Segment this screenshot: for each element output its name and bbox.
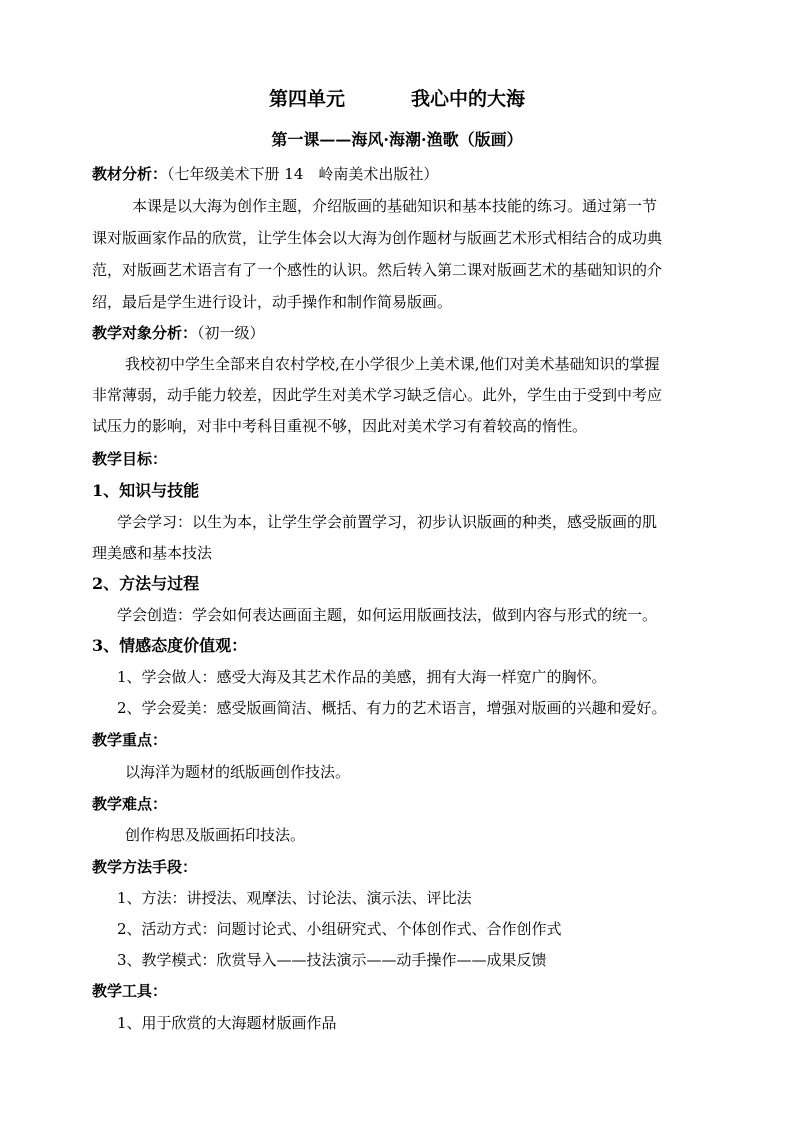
methods-item: 1、方法：讲授法、观摩法、讨论法、演示法、评比法 bbox=[117, 889, 472, 907]
student-paragraph-line: 试压力的影响，对非中考科目重视不够，因此对美术学习有着较高的惰性。 bbox=[92, 417, 588, 435]
tools-item: 1、用于欣赏的大海题材版画作品 bbox=[117, 1014, 337, 1032]
student-paragraph-line: 我校初中学生全部来自农村学校,在小学很少上美术课,他们对美术基础知识的掌握 bbox=[125, 355, 660, 373]
methods-item: 3、教学模式：欣赏导入——技法演示——动手操作——成果反馈 bbox=[117, 951, 547, 969]
student-analysis-heading bbox=[92, 323, 712, 343]
difficulty-text: 创作构思及版画拓印技法。 bbox=[125, 826, 306, 844]
objectives-label: 教学目标： bbox=[92, 450, 168, 468]
lesson-title: 第一课——海风·海潮·渔歌（版画） bbox=[271, 130, 523, 149]
material-paragraph-line: 绍，最后是学生进行设计，动手操作和制作简易版画。 bbox=[92, 293, 453, 311]
method-heading: 2、方法与过程 bbox=[92, 574, 200, 593]
key-point-label: 教学重点： bbox=[92, 731, 168, 749]
emotion-heading: 3、情感态度价值观： bbox=[92, 636, 248, 655]
unit-name: 我心中的大海 bbox=[411, 88, 526, 110]
student-analysis-label: 教学对象分析： bbox=[92, 324, 198, 342]
methods-label: 教学方法手段： bbox=[92, 858, 198, 876]
material-analysis-heading bbox=[92, 164, 712, 184]
student-paragraph-line: 非常薄弱，动手能力较差，因此学生对美术学习缺乏信心。此外，学生由于受到中考应 bbox=[92, 386, 663, 404]
material-paragraph-line: 本课是以大海为创作主题，介绍版画的基础知识和基本技能的练习。通过第一节 bbox=[132, 197, 658, 215]
tools-label: 教学工具： bbox=[92, 982, 168, 1000]
student-analysis-note: （初一级） bbox=[197, 324, 265, 342]
knowledge-line: 理美感和基本技法 bbox=[92, 544, 213, 562]
methods-item: 2、活动方式：问题讨论式、小组研究式、个体创作式、合作创作式 bbox=[117, 920, 562, 938]
material-paragraph-line: 课对版画家作品的欣赏，让学生体会以大海为创作题材与版画艺术形式相结合的成功典 bbox=[92, 229, 663, 247]
difficulty-label: 教学难点： bbox=[92, 795, 168, 813]
material-analysis-label: 教材分析： bbox=[92, 165, 168, 183]
key-point-text: 以海洋为题材的纸版画创作技法。 bbox=[125, 763, 351, 781]
knowledge-line: 学会学习：以生为本，让学生学会前置学习，初步认识版画的种类，感受版画的肌 bbox=[117, 513, 658, 531]
method-line: 学会创造：学会如何表达画面主题，如何运用版画技法，做到内容与形式的统一。 bbox=[117, 606, 658, 624]
material-analysis-note: （七年级美术下册 14 岭南美术出版社） bbox=[167, 165, 439, 183]
material-paragraph-line: 范，对版画艺术语言有了一个感性的认识。然后转入第二课对版画艺术的基础知识的介 bbox=[92, 261, 663, 279]
emotion-line: 2、学会爱美：感受版画简洁、概括、有力的艺术语言，增强对版画的兴趣和爱好。 bbox=[117, 699, 667, 717]
knowledge-heading: 1、知识与技能 bbox=[92, 481, 200, 500]
emotion-line: 1、学会做人：感受大海及其艺术作品的美感，拥有大海一样宽广的胸怀。 bbox=[117, 668, 607, 686]
unit-title bbox=[0, 86, 794, 112]
unit-number: 第四单元 bbox=[268, 88, 345, 110]
